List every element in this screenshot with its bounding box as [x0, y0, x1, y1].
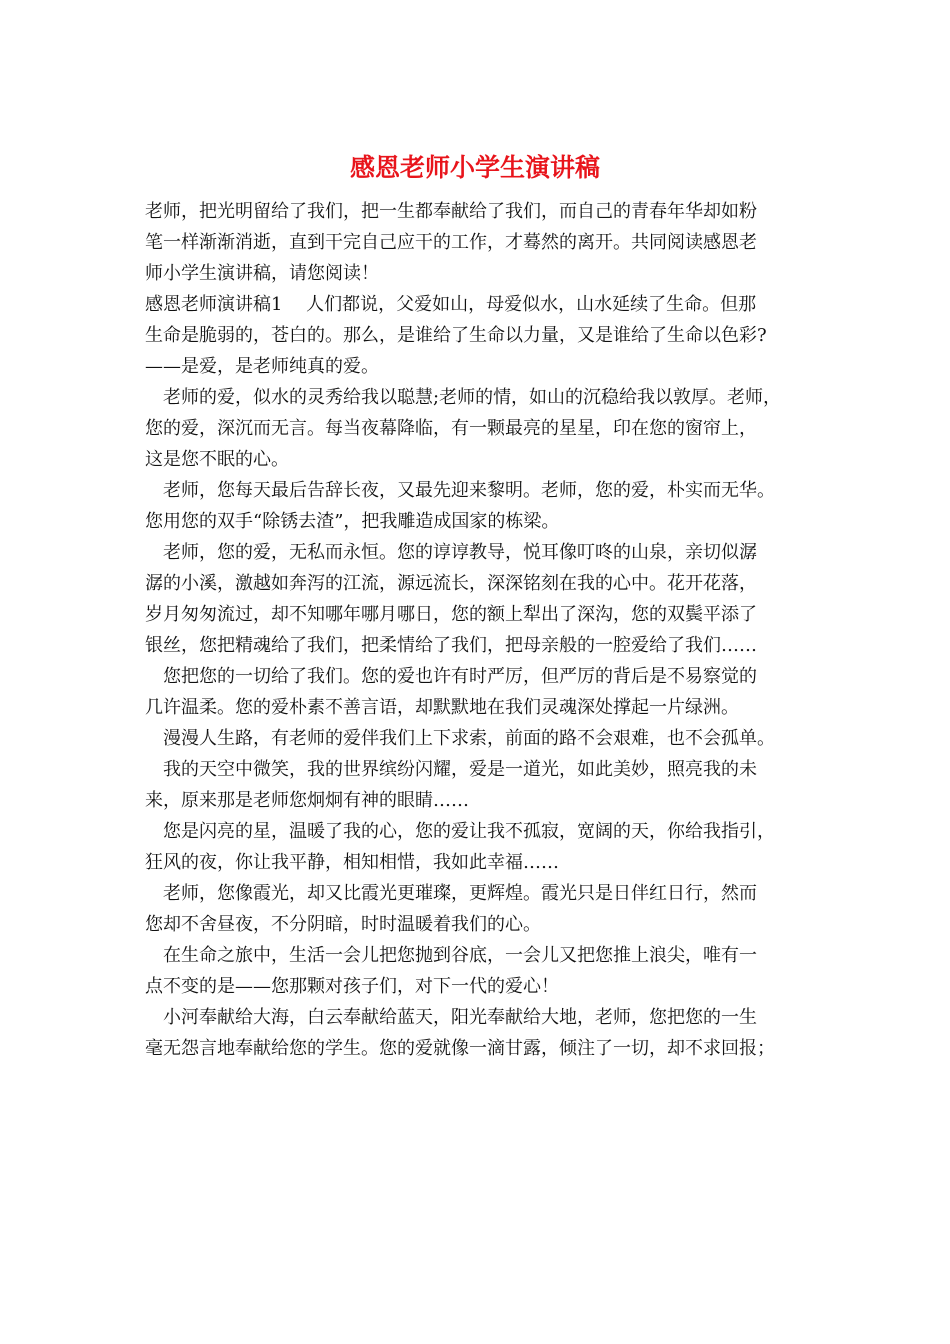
- text-line: 生命是脆弱的，苍白的。那么，是谁给了生命以力量，又是谁给了生命以色彩?: [145, 325, 767, 346]
- text-line: 您是闪亮的星，温暖了我的心，您的爱让我不孤寂，宽阔的天，你给我指引，: [163, 821, 775, 842]
- text-line: 感恩老师演讲稿1 人们都说，父爱如山，母爱似水，山水延续了生命。但那: [145, 294, 757, 315]
- text-line: 来，原来那是老师您炯炯有神的眼睛……: [145, 790, 469, 811]
- text-line: 您用您的双手“除锈去渣”，把我雕造成国家的栋梁。: [145, 511, 560, 532]
- text-line: 岁月匆匆流过，却不知哪年哪月哪日，您的额上犁出了深沟，您的双鬓平添了: [145, 604, 757, 625]
- text-line: 老师，您像霞光，却又比霞光更璀璨，更辉煌。霞光只是日伴红日行，然而: [163, 883, 757, 904]
- text-line: 潺的小溪，激越如奔泻的江流，源远流长，深深铭刻在我的心中。花开花落，: [145, 573, 757, 594]
- text-line: 您的爱，深沉而无言。每当夜幕降临，有一颗最亮的星星，印在您的窗帘上，: [145, 418, 757, 439]
- text-line: 老师的爱，似水的灵秀给我以聪慧;老师的情，如山的沉稳给我以敦厚。老师，: [163, 387, 782, 408]
- text-line: 毫无怨言地奉献给您的学生。您的爱就像一滴甘露，倾注了一切，却不求回报；: [145, 1038, 775, 1059]
- document-body: [145, 196, 815, 1064]
- text-line: 几许温柔。您的爱朴素不善言语，却默默地在我们灵魂深处撑起一片绿洲。: [145, 697, 739, 718]
- text-line: 银丝，您把精魂给了我们，把柔情给了我们，把母亲般的一腔爱给了我们……: [145, 635, 757, 656]
- text-line: 师小学生演讲稿，请您阅读！: [145, 263, 379, 284]
- text-line: 老师，把光明留给了我们，把一生都奉献给了我们，而自己的青春年华却如粉: [145, 201, 757, 222]
- text-line: 您把您的一切给了我们。您的爱也许有时严厉，但严厉的背后是不易察觉的: [163, 666, 757, 687]
- text-line: ——是爱，是老师纯真的爱。: [145, 356, 379, 377]
- text-line: 我的天空中微笑，我的世界缤纷闪耀，爱是一道光，如此美妙，照亮我的未: [163, 759, 757, 780]
- text-line: 笔一样渐渐消逝，直到干完自己应干的工作，才蓦然的离开。共同阅读感恩老: [145, 232, 757, 253]
- text-line: 老师，您的爱，无私而永恒。您的谆谆教导，悦耳像叮咚的山泉，亲切似潺: [163, 542, 757, 563]
- text-line: 这是您不眠的心。: [145, 449, 289, 470]
- text-line: 点不变的是——您那颗对孩子们，对下一代的爱心！: [145, 976, 559, 997]
- text-line: 在生命之旅中，生活一会儿把您抛到谷底，一会儿又把您推上浪尖，唯有一: [163, 945, 757, 966]
- text-line: 老师，您每天最后告辞长夜，又最先迎来黎明。老师，您的爱，朴实而无华。: [163, 480, 775, 501]
- text-line: 小河奉献给大海，白云奉献给蓝天，阳光奉献给大地，老师，您把您的一生: [163, 1007, 757, 1028]
- text-line: 您却不舍昼夜，不分阴暗，时时温暖着我们的心。: [145, 914, 541, 935]
- text-line: 漫漫人生路，有老师的爱伴我们上下求索，前面的路不会艰难，也不会孤单。: [163, 728, 775, 749]
- document-title: 感恩老师小学生演讲稿: [349, 153, 600, 182]
- text-line: 狂风的夜，你让我平静，相知相惜，我如此幸福……: [145, 852, 559, 873]
